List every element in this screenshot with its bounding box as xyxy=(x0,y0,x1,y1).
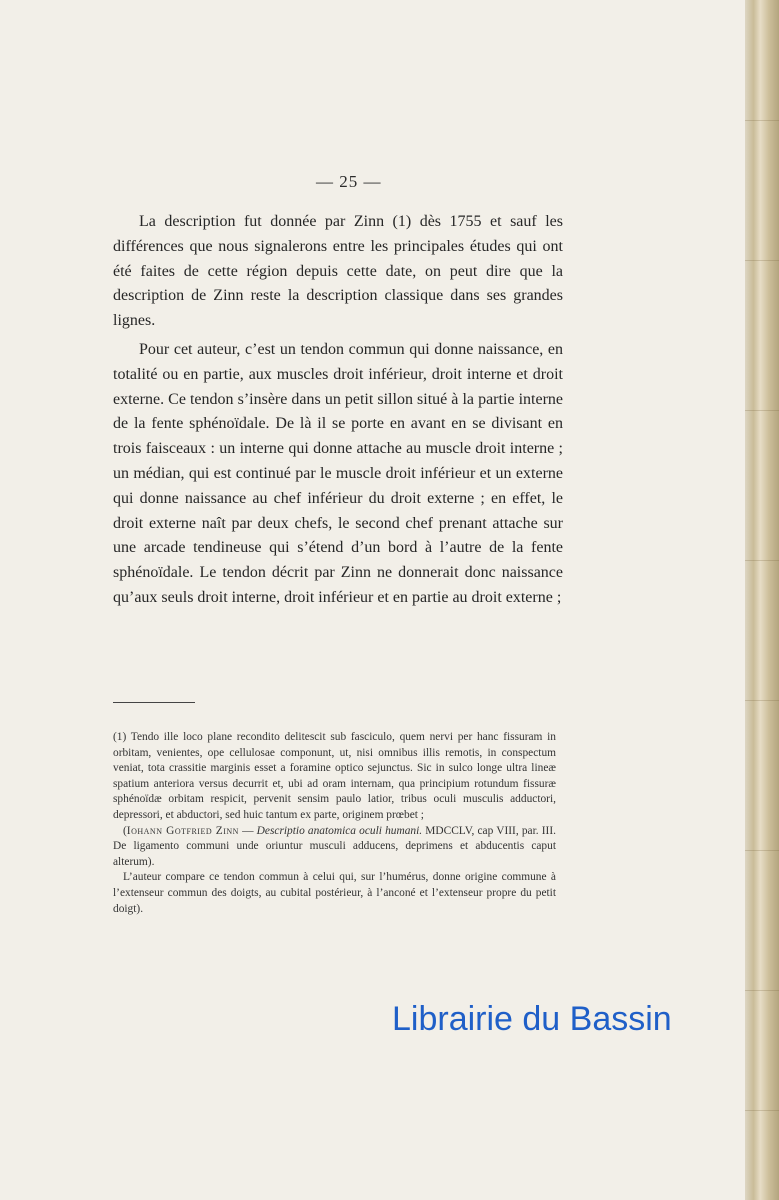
footnote-separator xyxy=(113,702,195,703)
paragraph-1: La description fut donnée par Zinn (1) dès 1755 et sauf les différences que nous signalerons entre les principales études qui ont été faites de cette région depuis cette date, on peut dire que la description de Zinn reste la description classique dans ses grandes lignes. xyxy=(113,213,563,330)
footnotes xyxy=(113,730,556,917)
main-text xyxy=(113,210,563,611)
citation-rest: MDCCLV, cap VIII, par. III. De ligamento communi unde oriuntur musculi adducens, deprimens et abducentis caput alterum). xyxy=(113,824,556,868)
footnote-latin: (1) Tendo ille loco plane recondito delitescit sub fasciculo, quem nervi per hanc fissuram in orbitam, venientes, ope cellulosae componunt, ut, nisi omnibus illis remotis, in conspectum veniat, tota crassitie marginis esset a foramine optico sejunctus. Sic in sulco longe ultra lineæ spatium anteriora versus decurrit et, ubi ad oram internam, qua principium rotundum fissuræ sphénoïdæ orbitam respicit, pervenit sensim paulo latior, tribus oculi musculis adductori, depressori, et abductori, sed huic tantum ex parte, originem prœbet ; xyxy=(113,731,556,821)
page-number: — 25 — xyxy=(316,172,382,191)
footnote-remark: L’auteur compare ce tendon commun à celui qui, sur l’humérus, donne origine commune à l’extenseur commun des doigts, au cubital postérieur, à l’anconé et l’extenseur propre du petit doigt). xyxy=(113,871,556,915)
citation-author: Iohann Gotfried Zinn xyxy=(126,824,239,837)
watermark: Librairie du Bassin xyxy=(392,1000,672,1038)
paragraph-2: Pour cet auteur, c’est un tendon commun qui donne naissance, en totalité ou en partie, aux muscles droit inférieur, droit interne et droit externe. Ce tendon s’insère dans un petit sillon situé à la partie interne de la fente sphénoïdale. De là il se porte en avant en se divisant en trois faisceaux : un interne qui donne attache au muscle droit interne ; un médian, qui est continué par le muscle droit inférieur et un externe qui donne naissance au chef inférieur du droit externe ; en effet, le droit externe naît par deux chefs, le second chef prenant attache sur une arcade tendineuse qui s’étend d’un bord à l’autre de la fente sphénoïdale. Le tendon décrit par Zinn ne donnerait donc naissance qu’aux seuls droit interne, droit inférieur et en partie au droit externe ; xyxy=(113,340,563,606)
page-stack-edge xyxy=(745,0,779,1200)
citation-dash: — xyxy=(238,824,257,837)
citation-title: Descriptio anatomica oculi humani. xyxy=(256,824,423,837)
footnote-citation: (Iohann Gotfried Zinn — Descriptio anatomica oculi humani. MDCCLV, cap VIII, par. III. De ligamento communi unde oriuntur musculi adducens, deprimens et abducentis caput alterum). xyxy=(113,824,556,868)
